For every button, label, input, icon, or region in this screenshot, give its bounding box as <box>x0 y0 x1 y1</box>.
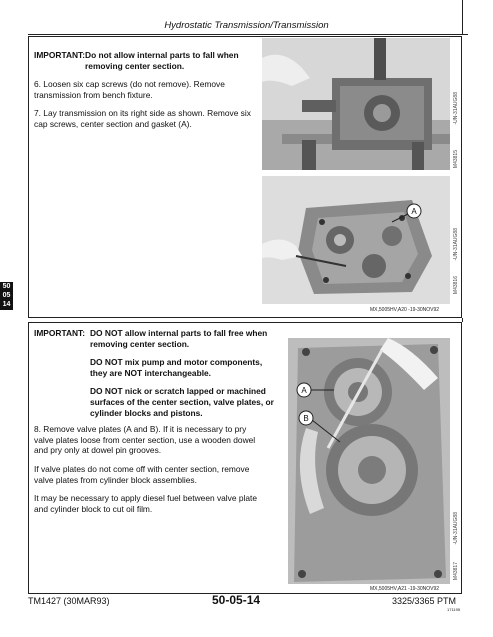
center-section-valve-plates-image <box>288 338 450 584</box>
figure-1-reference: MX,5005HV,A20 -19-30NOV92 <box>370 307 440 313</box>
section-tab-line: 50 <box>2 283 11 290</box>
important-label: IMPORTANT: <box>34 50 86 60</box>
transmission-photo-1 <box>262 38 450 170</box>
page-header-title: Hydrostatic Transmission/Transmission <box>164 20 329 31</box>
mixing-warning: DO NOT mix pump and motor components, they are NOT interchangeable. <box>90 357 263 378</box>
transmission-photo-2 <box>262 176 450 304</box>
panel-separator-bar <box>462 318 463 322</box>
right-margin-bar <box>462 0 463 34</box>
footer-manual-id: TM1427 (30MAR93) <box>28 596 110 606</box>
section1-text <box>34 50 254 130</box>
callout-b-label: B <box>303 414 309 423</box>
callout-a-label: A <box>411 207 417 216</box>
important-text: DO NOT allow internal parts to fall free when removing center section. <box>90 328 268 349</box>
photo-3-number: M43817 <box>453 562 459 581</box>
photo-1-code: -UN-31AUG88 <box>453 92 459 125</box>
important-text: Do not allow internal parts to fall when removing center section. <box>85 50 239 71</box>
photo-2-number: M43816 <box>453 276 459 295</box>
section-tab-line: 05 <box>2 292 11 299</box>
callout-a-label: A <box>301 386 307 395</box>
important-label: IMPORTANT: <box>34 328 86 338</box>
diesel-fuel-note: It may be necessary to apply diesel fuel between valve plate and cylinder block to cut oil film. <box>34 493 257 514</box>
photo-2-code: -UN-31AUG88 <box>453 228 459 261</box>
transmission-on-bench-image <box>262 38 450 170</box>
valve-plate-note: If valve plates do not come off with center section, remove valve plates from cylinder block assemblies. <box>34 463 250 485</box>
photo-1-number: M43815 <box>453 150 459 169</box>
photo-3-code: -UN-31AUG88 <box>453 512 459 545</box>
footer-code: 171195 <box>447 607 461 612</box>
step-6-text: 6. Loosen six cap screws (do not remove). Remove transmission from bench fixture. <box>34 79 225 100</box>
header-rule <box>28 34 468 35</box>
footer-model: 3325/3365 PTM <box>392 596 457 606</box>
section2-text <box>34 328 284 514</box>
surface-warning: DO NOT nick or scratch lapped or machined surfaces of the center section, valve plates, or cylinder blocks and pistons. <box>90 386 274 418</box>
footer-page-number: 50-05-14 <box>212 593 261 607</box>
transmission-on-side-image <box>262 176 450 304</box>
section-tab <box>0 282 13 310</box>
step-8-text: 8. Remove valve plates (A and B). If it is necessary to pry valve plates loose from center section, use a wooden dowel and pry only at dowel pin grooves. <box>34 424 256 456</box>
section-tab-line: 14 <box>2 301 11 308</box>
valve-plates-photo <box>288 338 450 584</box>
figure-2-reference: MX,5005HV,A21 -19-30NOV92 <box>370 586 440 592</box>
step-7-text: 7. Lay transmission on its right side as shown. Remove six cap screws, center section and gasket (A). <box>34 108 251 129</box>
